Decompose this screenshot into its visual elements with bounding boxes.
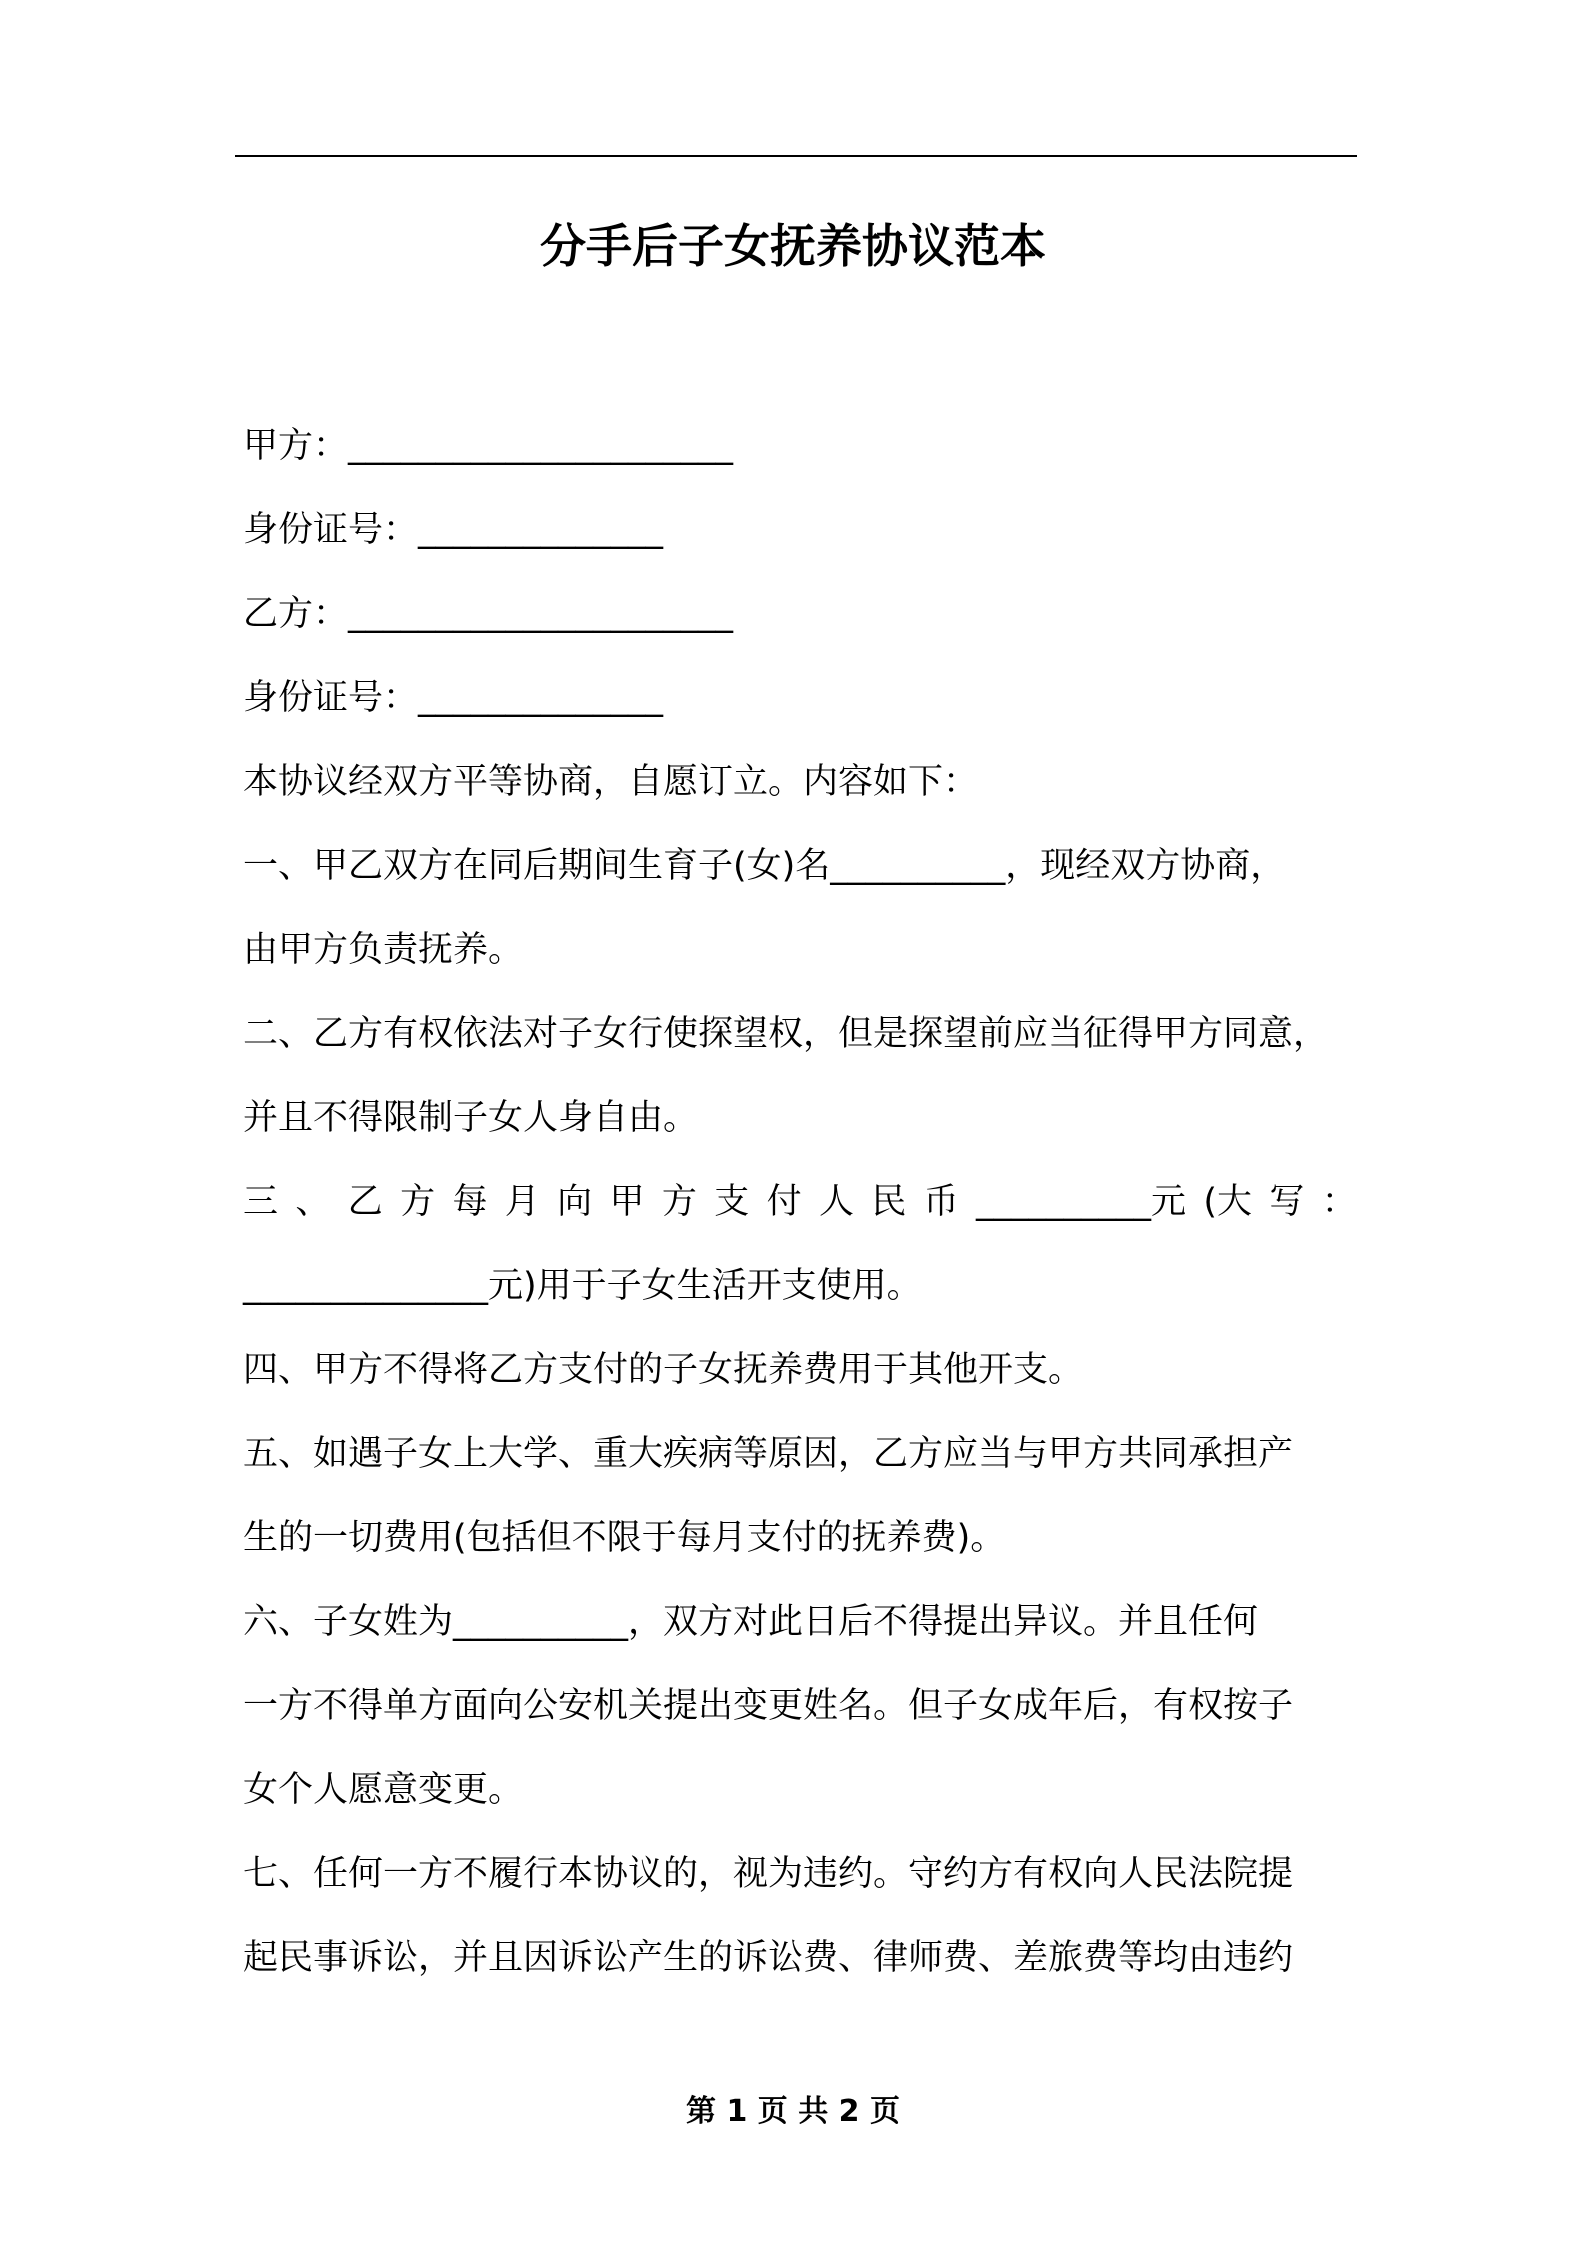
clause-7-line-1: 七、任何一方不履行本协议的，视为违约。守约方有权向人民法院提 — [243, 1854, 1294, 1894]
header-rule — [235, 155, 1357, 157]
page-number: 第 1 页 共 2 页 — [686, 2094, 900, 2129]
clause-3-token: 三 — [243, 1182, 279, 1222]
party-b-id-line: 身份证号：______________ — [243, 678, 664, 718]
intro-line: 本协议经双方平等协商，自愿订立。内容如下： — [243, 762, 979, 802]
clause-3-token: 方 — [661, 1182, 697, 1222]
party-a-id-line: 身份证号：______________ — [243, 510, 664, 550]
clause-3-line-2: ______________元)用于子女生活开支使用。 — [243, 1266, 922, 1306]
clause-1-line-1: 一、甲乙双方在同后期间生育子(女)名__________，现经双方协商， — [243, 846, 1286, 886]
party-b-line: 乙方：______________________ — [243, 594, 734, 634]
clause-5-line-1: 五、如遇子女上大学、重大疾病等原因，乙方应当与甲方共同承担产 — [243, 1434, 1294, 1474]
clause-3-token: (大 — [1203, 1182, 1253, 1222]
clause-3-token: 方 — [400, 1182, 436, 1222]
document-title: 分手后子女抚养协议范本 — [540, 219, 1046, 273]
clause-3-token: ： — [1321, 1182, 1357, 1222]
clause-3-token: 月 — [504, 1182, 540, 1222]
clause-3-token: 、 — [295, 1182, 331, 1222]
clause-6-line-1: 六、子女姓为__________，双方对此日后不得提出异议。并且任何 — [243, 1602, 1259, 1642]
clause-5-line-2: 生的一切费用(包括但不限于每月支付的抚养费)。 — [243, 1518, 1006, 1558]
clause-3-token: 支 — [714, 1182, 750, 1222]
clause-2-line-1: 二、乙方有权依法对子女行使探望权，但是探望前应当征得甲方同意， — [243, 1014, 1329, 1054]
clause-3-token: 甲 — [609, 1182, 645, 1222]
clause-2-line-2: 并且不得限制子女人身自由。 — [243, 1098, 699, 1138]
clause-3-token: 付 — [766, 1182, 802, 1222]
clause-3-token: 人 — [818, 1182, 854, 1222]
clause-3-token: 民 — [871, 1182, 907, 1222]
clause-6-line-2: 一方不得单方面向公安机关提出变更姓名。但子女成年后，有权按子 — [243, 1686, 1294, 1726]
clause-3-token: 乙 — [347, 1182, 383, 1222]
document-body — [243, 404, 1357, 2000]
clause-3-token: __________元 — [976, 1182, 1187, 1222]
clause-3-token: 币 — [923, 1182, 959, 1222]
clause-3-token: 写 — [1269, 1182, 1305, 1222]
clause-4-line: 四、甲方不得将乙方支付的子女抚养费用于其他开支。 — [243, 1350, 1084, 1390]
clause-3-token: 向 — [557, 1182, 593, 1222]
clause-3-token: 每 — [452, 1182, 488, 1222]
clause-7-line-2: 起民事诉讼，并且因诉讼产生的诉讼费、律师费、差旅费等均由违约 — [243, 1938, 1294, 1978]
clause-3-line-1 — [243, 1160, 1357, 1244]
clause-1-line-2: 由甲方负责抚养。 — [243, 930, 524, 970]
clause-6-line-3: 女个人愿意变更。 — [243, 1770, 524, 1810]
party-a-line: 甲方：______________________ — [243, 426, 734, 466]
